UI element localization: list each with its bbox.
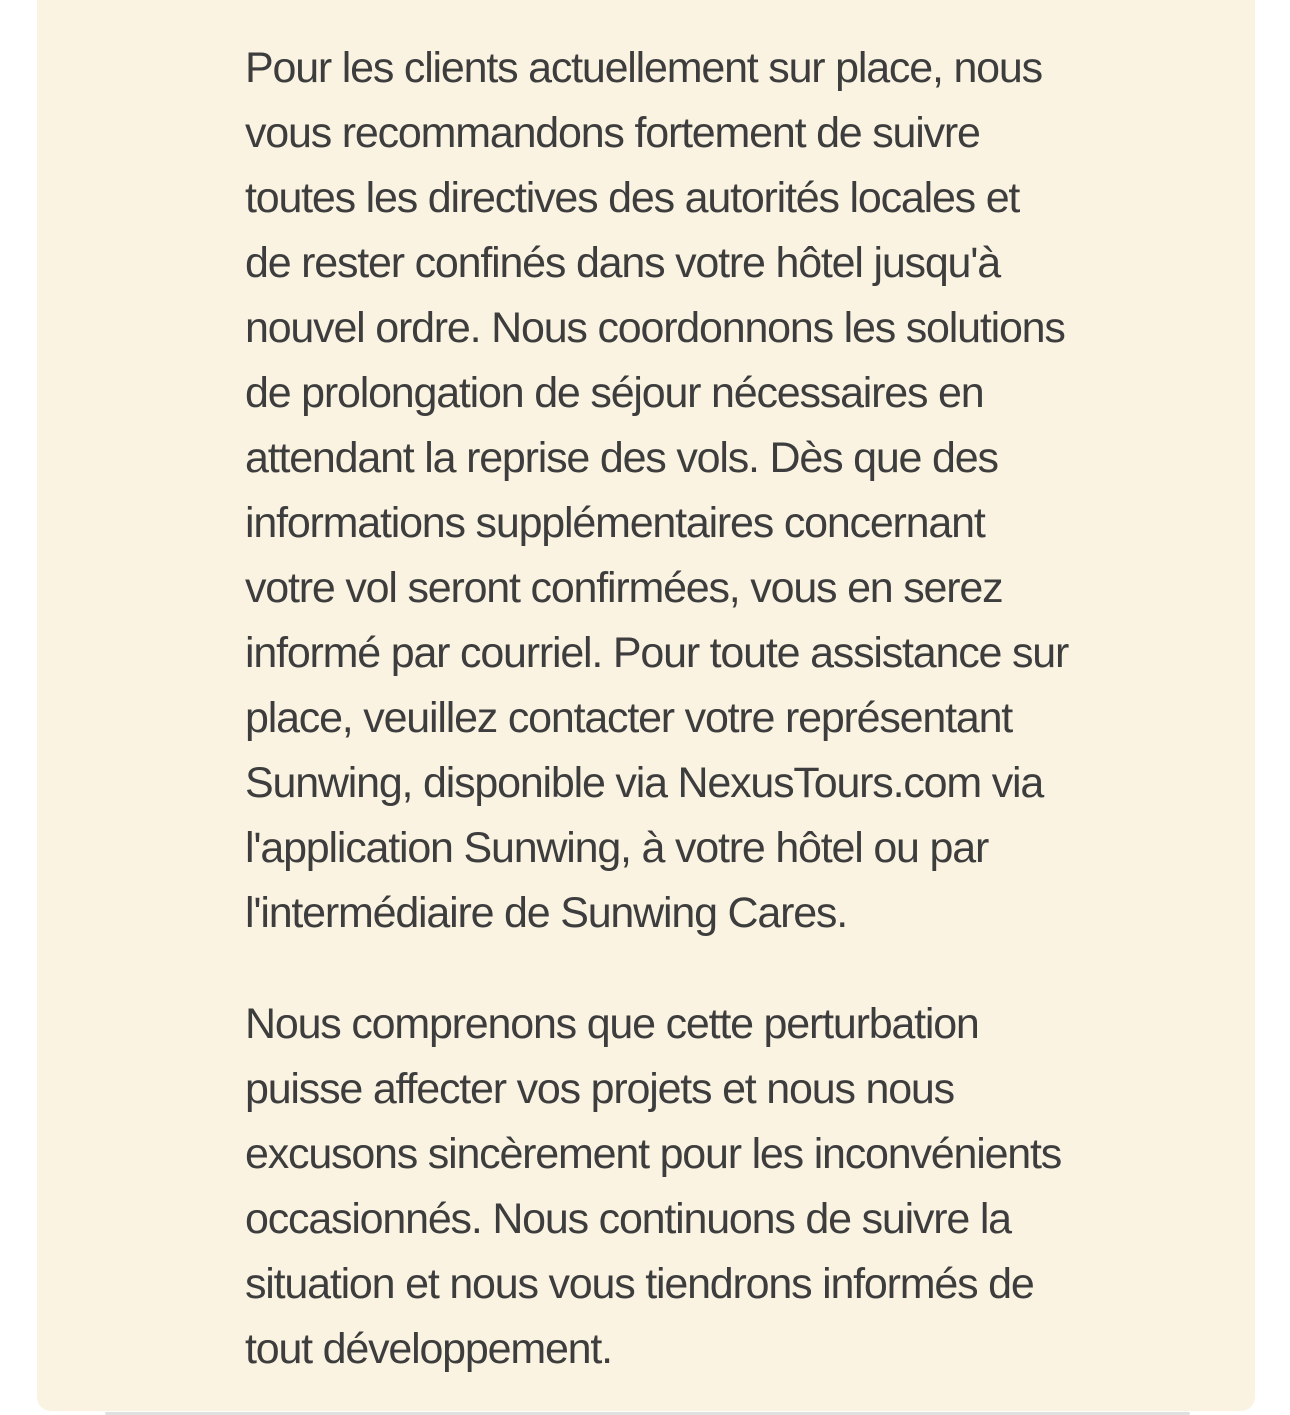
text-line: toutes les directives des autorités locales et	[245, 174, 1020, 222]
text-line: occasionnés. Nous continuons de suivre la	[245, 1195, 1011, 1243]
text-line: situation et nous vous tiendrons informés de	[245, 1260, 1034, 1308]
text-line: informé par courriel. Pour toute assistance sur	[245, 629, 1069, 677]
text-line: informations supplémentaires concernant	[245, 499, 985, 547]
text-line: tout développement.	[245, 1325, 612, 1373]
paragraph	[245, 992, 1205, 1382]
text-line: de prolongation de séjour nécessaires en	[245, 369, 984, 417]
text-line: Pour les clients actuellement sur place, nous	[245, 44, 1042, 92]
message-body	[245, 36, 1205, 1382]
text-line: nouvel ordre. Nous coordonnons les solutions	[245, 304, 1065, 352]
text-line: l'application Sunwing, à votre hôtel ou par	[245, 824, 989, 872]
text-line: votre vol seront confirmées, vous en serez	[245, 564, 1003, 612]
text-line: attendant la reprise des vols. Dès que des	[245, 434, 998, 482]
text-line: Nous comprenons que cette perturbation	[245, 1000, 979, 1048]
text-line: excusons sincèrement pour les inconvénients	[245, 1130, 1062, 1178]
paragraph	[245, 36, 1205, 946]
text-line: Sunwing, disponible via NexusTours.com via	[245, 759, 1044, 807]
text-line: vous recommandons fortement de suivre	[245, 109, 980, 157]
text-line: place, veuillez contacter votre représentant	[245, 694, 1013, 742]
message-card	[37, 0, 1255, 1411]
text-line: l'intermédiaire de Sunwing Cares.	[245, 889, 847, 937]
text-line: de rester confinés dans votre hôtel jusqu'à	[245, 239, 1000, 287]
text-line: puisse affecter vos projets et nous nous	[245, 1065, 954, 1113]
